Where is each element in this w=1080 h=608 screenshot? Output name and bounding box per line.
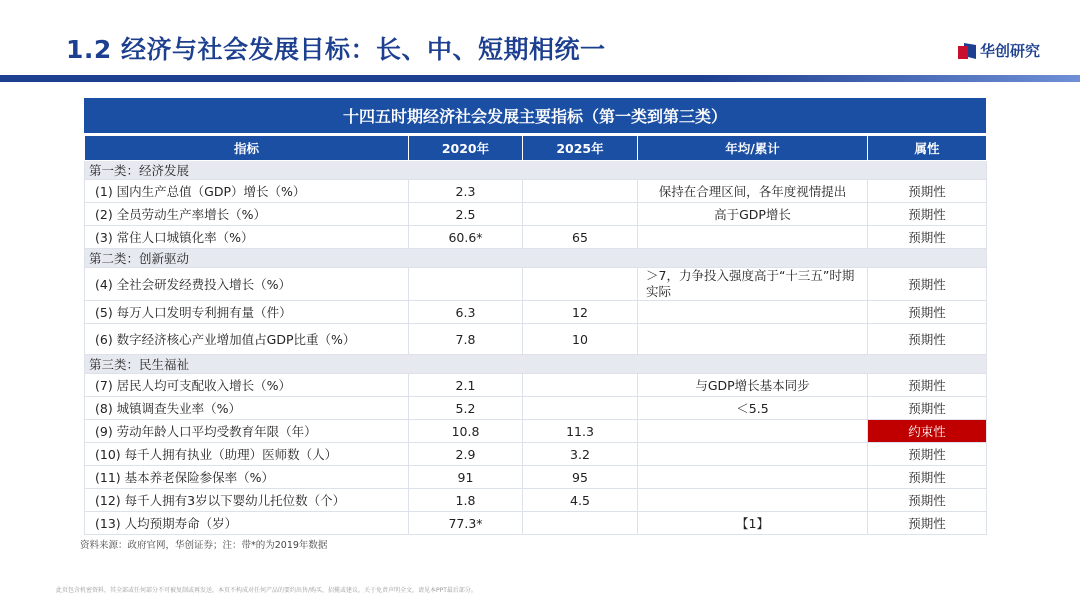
attribute-cell: 预期性 <box>868 489 987 512</box>
value-2025-cell <box>523 397 638 420</box>
indicator-cell: (10) 每千人拥有执业（助理）医师数（人） <box>85 443 409 466</box>
indicator-cell: (8) 城镇调查失业率（%） <box>85 397 409 420</box>
indicators-table-container <box>84 98 986 535</box>
brand-logo <box>958 40 1040 61</box>
average-cell: 与GDP增长基本同步 <box>638 374 868 397</box>
category-label: 第二类：创新驱动 <box>85 249 987 268</box>
average-cell: ＜5.5 <box>638 397 868 420</box>
page-title: 1.2 经济与社会发展目标：长、中、短期相统一 <box>66 35 606 64</box>
table-row <box>85 512 987 535</box>
indicator-cell: (7) 居民人均可支配收入增长（%） <box>85 374 409 397</box>
value-2020-cell: 7.8 <box>409 324 523 355</box>
value-2020-cell: 2.1 <box>409 374 523 397</box>
attribute-cell: 预期性 <box>868 268 987 301</box>
indicator-cell: (2) 全员劳动生产率增长（%） <box>85 203 409 226</box>
average-cell <box>638 420 868 443</box>
value-2020-cell: 10.8 <box>409 420 523 443</box>
attribute-cell: 预期性 <box>868 466 987 489</box>
attribute-cell: 预期性 <box>868 203 987 226</box>
table-title: 十四五时期经济社会发展主要指标（第一类到第三类） <box>84 98 986 135</box>
value-2020-cell: 60.6* <box>409 226 523 249</box>
value-2025-cell <box>523 203 638 226</box>
value-2025-cell <box>523 180 638 203</box>
indicator-cell: (6) 数字经济核心产业增加值占GDP比重（%） <box>85 324 409 355</box>
value-2020-cell: 91 <box>409 466 523 489</box>
attribute-cell: 预期性 <box>868 180 987 203</box>
value-2025-cell: 4.5 <box>523 489 638 512</box>
value-2025-cell: 95 <box>523 466 638 489</box>
table-row <box>85 324 987 355</box>
attribute-cell: 预期性 <box>868 374 987 397</box>
category-label: 第一类：经济发展 <box>85 161 987 180</box>
indicator-cell: (4) 全社会研发经费投入增长（%） <box>85 268 409 301</box>
attribute-cell: 预期性 <box>868 443 987 466</box>
average-cell: 高于GDP增长 <box>638 203 868 226</box>
attribute-cell-binding: 约束性 <box>868 420 987 443</box>
average-cell <box>638 324 868 355</box>
table-row <box>85 466 987 489</box>
average-cell: ＞7，力争投入强度高于“十三五”时期实际 <box>638 268 868 301</box>
value-2025-cell: 10 <box>523 324 638 355</box>
table-row <box>85 180 987 203</box>
source-note: 资料来源：政府官网，华创证券；注：带*的为2019年数据 <box>80 540 328 551</box>
attribute-cell: 预期性 <box>868 226 987 249</box>
indicator-cell: (12) 每千人拥有3岁以下婴幼儿托位数（个） <box>85 489 409 512</box>
average-cell <box>638 466 868 489</box>
average-cell <box>638 226 868 249</box>
table-row <box>85 374 987 397</box>
value-2020-cell: 1.8 <box>409 489 523 512</box>
attribute-cell: 预期性 <box>868 397 987 420</box>
header-divider <box>0 75 1080 82</box>
value-2020-cell: 2.9 <box>409 443 523 466</box>
average-cell <box>638 489 868 512</box>
logo-text: 华创研究 <box>979 42 1040 60</box>
disclaimer-text: 此页包含机密资料，其全部或任何部分不可被复制或再发送。本页不构成对任何产品的要约出售/购买、招揽或建议。关于免责声明全文，请见本PPT最后部分。 <box>56 587 477 594</box>
table-row <box>85 226 987 249</box>
table-row <box>85 203 987 226</box>
indicator-cell: (1) 国内生产总值（GDP）增长（%） <box>85 180 409 203</box>
column-header-2020: 2020年 <box>409 136 523 161</box>
average-cell <box>638 301 868 324</box>
indicator-cell: (13) 人均预期寿命（岁） <box>85 512 409 535</box>
value-2025-cell <box>523 374 638 397</box>
category-row <box>85 249 987 268</box>
column-header-attribute: 属性 <box>868 136 987 161</box>
value-2020-cell: 6.3 <box>409 301 523 324</box>
logo-icon <box>958 43 976 59</box>
column-header-average: 年均/累计 <box>638 136 868 161</box>
attribute-cell: 预期性 <box>868 512 987 535</box>
average-cell <box>638 443 868 466</box>
average-cell: 【1】 <box>638 512 868 535</box>
indicator-cell: (5) 每万人口发明专利拥有量（件） <box>85 301 409 324</box>
indicator-cell: (11) 基本养老保险参保率（%） <box>85 466 409 489</box>
value-2025-cell: 65 <box>523 226 638 249</box>
value-2025-cell <box>523 512 638 535</box>
value-2020-cell: 5.2 <box>409 397 523 420</box>
value-2020-cell: 2.5 <box>409 203 523 226</box>
indicator-cell: (9) 劳动年龄人口平均受教育年限（年） <box>85 420 409 443</box>
average-cell: 保持在合理区间，各年度视情提出 <box>638 180 868 203</box>
attribute-cell: 预期性 <box>868 324 987 355</box>
category-row <box>85 161 987 180</box>
indicators-table <box>84 135 987 535</box>
value-2025-cell: 12 <box>523 301 638 324</box>
value-2025-cell: 3.2 <box>523 443 638 466</box>
table-row <box>85 397 987 420</box>
value-2025-cell <box>523 268 638 301</box>
value-2020-cell: 2.3 <box>409 180 523 203</box>
value-2025-cell: 11.3 <box>523 420 638 443</box>
category-row <box>85 355 987 374</box>
indicator-cell: (3) 常住人口城镇化率（%） <box>85 226 409 249</box>
table-row <box>85 268 987 301</box>
table-row <box>85 443 987 466</box>
category-label: 第三类：民生福祉 <box>85 355 987 374</box>
table-row <box>85 301 987 324</box>
column-header-2025: 2025年 <box>523 136 638 161</box>
value-2020-cell <box>409 268 523 301</box>
table-row <box>85 420 987 443</box>
column-header-indicator: 指标 <box>85 136 409 161</box>
table-header-row <box>85 136 987 161</box>
table-row <box>85 489 987 512</box>
attribute-cell: 预期性 <box>868 301 987 324</box>
value-2020-cell: 77.3* <box>409 512 523 535</box>
